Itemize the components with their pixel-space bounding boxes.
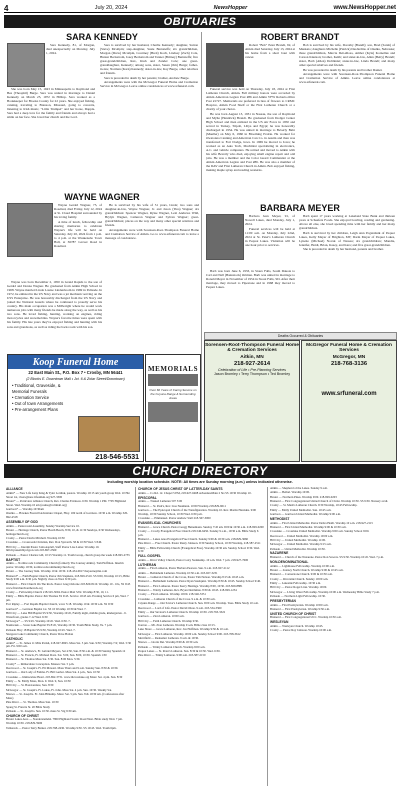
ad-address: McGregor, MN [332, 354, 366, 360]
obit-paragraph: Barb was born June 6, 1933, in Sioux Falls, South Dakota to Carl and Nell (Bannstock) Ortman. Barb was united in marriage to Ronald Meyer in November of 1954 in Sioux Falls, SD. After their marriage, they moved to Pipestone and in 1968 they moved to Pequot Lakes. [206, 269, 295, 290]
church-listing: Aitkin — Shepherd of the Lakes. Sunday 9 a.m. [270, 487, 328, 490]
obit-photo [7, 43, 45, 87]
obit-photo [206, 214, 244, 260]
church-listing: Nashwauk — Swan Lake Baptist SS 8:45, Worship 10:30. Youth Bible Study, Tu. 7 p.m. [6, 623, 113, 628]
denomination-heading: PRESBYTERIAN [270, 598, 296, 603]
obit-paragraph: Arrangements were with the McGregor Funeral Home and Cremation Service in McGregor. Leave online condolences at www.srfuneral.com. [100, 80, 198, 89]
ad-phone: 218-768-3136 [330, 360, 368, 367]
funeral-home-photo [78, 416, 140, 452]
obit-paragraph: Arrangements were with Sorensen-Root-Thompson Funeral Home and Cremation Service of Aitkin. Go to www.srfuneral.com to leave a message of condolence. [105, 227, 199, 240]
church-listing: Brainerd — Church of the Nazarene. Pastor Ron Sowers. SS 9:30. Worship 10:45. Wed. 7 p.m. [270, 555, 384, 560]
church-listing: Nisswa — St. Joseph's. Fr. John Hilkamp. Mass: Sat. 5 pm. Sun. 8 & 10:30 am. (Confessions after Mass) [6, 692, 125, 700]
church-listing: Brainerd — First United Methodist. Worship 9:00 & 10:30 a.m. [270, 524, 347, 529]
church-listing: Baxter — The Journey 9am. Worship 10 & 10:30. 218-454-0617 thejourneymn.com [6, 569, 108, 574]
obit-paragraph: Barb spent 17 years working at Lakeland State Bank and thirteen years at Schaefers Foods. She enjoyed bowling, reading and gardening. Above all else, she loved spending time with her family and her many grandchildren. [299, 214, 395, 231]
church-listing: Pine River — Free Church. Pastor Rusty Johnson. 9:30 Sunday School, 10:30 Worship, 218-587-2511 [138, 541, 261, 546]
ad-service-item: • Pre-arrangement Plans [12, 407, 58, 412]
church-listing: Palisade Hwy 18 Baptist SS 9:30, Worship 10:45. Wed. 7. [6, 627, 76, 632]
obit-paragraph: Robert "Bob" Peter Brandt, 92, of Aitkin died Saturday, July 13, 2024 at his home from a short bout with cancer. [245, 43, 295, 60]
denomination-heading: BAPTIST [6, 557, 21, 562]
church-listing: Brainerd — First Congregational United Church of Christ. Worship 10:30. SS 9:30. Nursery avail. [270, 499, 389, 504]
obit-paragraph: He was preceded in death by his parents and brother Daniel. [303, 67, 383, 72]
church-listing: Baxter Lakes Area — Nonderstemdal. 7800 Highland Scenic Road West. Bible study Wed. 7 pm. Worship 10:30. 218-829-5906 [6, 717, 123, 726]
obit-text [105, 203, 199, 350]
church-listing: Garrison* — Worship 10:30am [6, 506, 44, 511]
church-directory-title: CHURCH DIRECTORY [132, 464, 268, 478]
obit-paragraph: A time of lunch, fellowship and sharing memories to celebrate Wayne's life will be held on Saturday, July 20, 2024 from 1 p.m. to 4 p.m. at the Waukenabo Town Hall, at 36787 Grover Road in Rosebud. [54, 219, 102, 248]
church-listing: Deerwood — Lord of Life. Pastor David Olson. 9 a.m. 218-534-3360 [138, 605, 222, 610]
church-listing: Pine River — Trinity Lutheran. 9:00 a.m. 218-587-2150 [138, 653, 206, 658]
obit-paragraph: She is preceded in death by her husband, parents and brother. [303, 247, 384, 252]
memorials-ad [145, 354, 201, 462]
obit-paragraph: Barbara Jean Meyer, 91, of Nowell Lakes, died Monday, July 1, 2024. [245, 214, 295, 227]
church-listing: Brainerd — Cornerstone Church. 9:00 & 10:30 a.m. [270, 572, 333, 577]
denomination-heading: CHURCH OF CHRIST [6, 713, 39, 718]
denomination-heading: LUTHERAN [138, 562, 157, 567]
denomination-heading: NAZARENE [270, 551, 289, 556]
obit-paragraph: Sara is survived by her husband, Charlie Kennedy; daughter, Sutton (Steve) McAlpin; step-daughter, Susie Bernsteffs; six grandchildren, Morgan (Drew) McAlpin, Courtney (Brett) Koch, Lindsey (Zach) Cole, Hunter Beckstrom, Josey Beckstrom and Tanner (Britney) Bernsteffs; five great-grandchildren, Rex, Kiah and Zander Cole; one great-granddaughter, Kennedy; among sons, sister, Susan (Jim) Burge; father-in-law, Norman (Karn) Kennedy; sister-in-law, Kay Burge, other relatives and friends. [100, 43, 198, 76]
church-listing: Emily — St. Emily Mass, Mon. 9. Wed. 9, Sun. 10:30 [6, 679, 71, 684]
church-listing: Aitkin — First Presbyterian. Worship 10:00 a.m. [270, 602, 329, 607]
church-listing: Aitkin — Lighthouse Fellowship. Worship 10:00 a.m. [270, 563, 335, 568]
church-listing: Brainerd — St. Paul's, Rev. Lisa Neumann. 10:00 Worship 218-829-6011 [138, 503, 227, 508]
church-listing: Garrison — The Episcopal Church of the Transfiguration. Worship 10. Rev. Martin Hawkins. 9:00 Worship, 10:30 Sunday School, 10:30 Wed. 6:30 p.m. [138, 507, 257, 516]
church-listing: Brainerd — St. Thomas Mass Sat. 5:30. Sun. 8:00 Mon. 5:30. [6, 657, 81, 662]
obit-text [206, 87, 295, 199]
church-listing: Palisade — St. Joseph's. Sun. 10:30. mass St. Vig 9:30 am. [6, 708, 77, 713]
church-listing: Pine River — St. Thomas. Mass Sun. 10:30 [6, 700, 59, 705]
church-listing: Hill City — Lake Hill Baptist SS 9:30, Worship 10:45, Family night, middle grade, kindergarten - 6. Waterfront, grades 7-12 Wed. 6:30 [6, 611, 127, 619]
church-listing: Spang St. Francis St. 20 Bible Study [6, 704, 50, 709]
ad-subline: (2 Blocks E. Downtown Mall • Jct. 6 & Zolar Street/Downtown) [26, 377, 125, 381]
church-listing: Brainerd — First Presbyterian. Worship 9:30 a.m. [270, 606, 330, 611]
section-title: OBITUARIES [163, 15, 237, 28]
mcgregor-ad [301, 340, 397, 462]
headstone-image [148, 374, 198, 386]
church-listing: Baxter — Lutheran Church of the Cross, Pastor Tim Nelson. Worship 8:15 & 10:45 a.m. [138, 575, 245, 580]
church-listing: Aitkin — River Valley Church, Pastor Larry Steinkamp. 10 a.m. Wed. 7 p.m. 218-927-7600 [138, 557, 249, 562]
obit-name: WAYNE WAGNER [64, 192, 140, 202]
church-listing: Brainerd — First Church On The Rock. Pastor Greg Osborne 218-829-8110. Worship 10 - 10a, SS 9:45 www.firstchurchontherock.org [6, 581, 131, 590]
church-listing: Crosslake — Immaculate Heart. 218-692-3731. www.ihcrosslake.org Mass: Sat. 4 pm. Sun. 8:30 [6, 674, 123, 679]
church-listing: Aitkin — First Lutheran, Pastor Barbara Pearson. Sun. 9 a.m. 218-927-2112 [138, 566, 230, 571]
obit-paragraph: Funeral service was held on Thursday, July 18, 2024 at First Lutheran Church, Aitkin. Full military honors were accorded by Aitkin American Legion Post #86 and Aitkin VFW Roberts-Olive Post #1727. Memorials are preferred in lieu of flowers to CRMC Hospice, Aitkin Food Shelf or the First Lutheran Church or a charity of your choice. [206, 87, 295, 112]
denomination-heading: EVANGELICAL CHURCHES [138, 520, 181, 525]
church-listing: Tamarack — Pastor Terry Barker. 218-768-2430. Worship 9:30. SS 10:45. Wed. Youth 6pm. [6, 725, 117, 730]
ad-website[interactable]: www.srfuneral.com [321, 390, 377, 397]
headstone-image [148, 402, 198, 422]
church-listing: Emily — Bible Baptist. Pastor Jim Thomas SS 9:45. Service 10:45 am. Evening Service 6 pm, Wed. 7 pm. [6, 594, 129, 602]
church-listing: Crosby — St. Mark's Lutheran Church. 9:30 Worship, 10:45 Fellowship. [270, 503, 358, 508]
church-listing: Brainerd — Grace Church. Pastor Gregg Heinemann. Sunday 7:45 am. 9:00 & 10:30 a.m. 218-829-0200 [138, 524, 264, 529]
church-listing: Aitkin — Pentecostal Assembly, Sunday Worship Service 10. [6, 523, 80, 528]
church-listing: Crosby — First Lutheran. Worship 10:00. 218-546-5351 [138, 592, 206, 597]
church-column [138, 487, 264, 786]
obit-paragraph: Bob is survived by his wife, Dorothy (Bazell); son, Brad (Sarah) of Mankato; daughters Michelle (Patrick) DesJardins of Onalka, Nebraska; three grandchildren, Marcie DeLaRosa, Amber (Kyle) Kornelius and Carson Knutson; brother, Keith; and sister-in-law, Allen (Betty) Brandt; sister, Barb (Allen) Doblinski; sister-in-law, Linda Brandt; and many other special relatives and friends. [299, 43, 395, 68]
koop-funeral-ad [7, 354, 144, 462]
church-listing: Crosby — Crosby Evangelical Free Church 218-546-6450. Sunday 9 a.m., 10:30 a.m. Bible Study 6 p.m. [138, 528, 259, 537]
church-listing: McGregor* — SS 9:45. Worship 10:45. Wed. 6:30. 7. [6, 619, 71, 624]
church-listing: Brainerd — St. Francis, Fr. Michael Dorn. Sat. 5:00, Sun. 8:00, 10:30. Spanish 1:30 [6, 653, 107, 658]
church-listing: Garrison — Our Lady of Fatima. Fr. Bill Gerber. Mass Sat. 4 p.m., Sun. 10:30 [6, 670, 100, 675]
church-listing: Brainerd — Trinity Lutheran. Rev. Bryan Deichman. 8:30 & 10:45. 218-829-1234 [138, 588, 237, 593]
obit-paragraph: He was born August 13, 1931 in Nassau, the son of Raymond and Mylie (Hendrick) Brandt. He graduated from Dodger Center High School and then enlisted in the US Air Force in 1950 and served in Turkey, Tripoli, Libya and Egypt; he was honorably discharged in 1954. He was united in marriage to Beverly Bahr (Mueller) on May 6, 1960 in Blooming Prairie. He worked for Owatonna Canning and American Can Co. in Austin and then was transferred to Fort Dodge, Iowa. In 1969 he moved to Iowa; he worked as an Auto Tech, Machinist specializing in electronics, A.C. and vehicle computers. He retired and moved to Aitkin with his wife Beverly who died, enjoying small engine repair and odd jobs. He was a member and the Color Guard Commander at the Aitkin American Legion and Post #86. He was also a member of the DAV and First Lutheran Church in Aitkin. Bob enjoyed fishing, making maple syrup and reading westerns. [206, 111, 295, 173]
church-listing: Deerwood — United Methodist. Worship 10:00 a.m. [270, 533, 334, 538]
church-listing: Aitkin — First United Methodist. Pastor Debra Heidt. Worship 10 a.m. 218-927-2115 [270, 520, 373, 525]
ad-phone: 218-927-2614 [233, 360, 271, 367]
ad-business-name: Sorensen-Root-Thompson Funeral Home & Cremation Services [205, 343, 299, 354]
church-listing: Hill City — Faith Lutheran Church. Worship 9:30. [138, 618, 199, 623]
obit-paragraph: Wayne Gerald Wagner, 75, of Rosebud, died Friday, July 12, 2024 at St. Cloud Hospital surrounded by his loving family. [54, 203, 102, 220]
church-listing: Baxter* — Pointview Alliance Church, Rev. Charles Erickson. 6:30. Worship 1 PM. 7795 Highland Street. Wed. Worship 10 am (noshe@voltmail.org) [6, 498, 126, 507]
obit-paragraph: He is survived by his wife of 51 years, Linda; two sons and daughter-in-law, Wayne Wagner, Jr. and Jason (Tina) Wagner; six grandchildren: Spencer Wagner, Rylee Wagner, Lexi Andrews Wild, Brylyn Wagner, Cameron Wagner and Sylvan Wagner; great-grandchildren; places on the way and many other special relatives and friends. [105, 203, 199, 228]
ad-business-name: McGregor Funeral Home & Cremation Services [306, 343, 392, 354]
issue-date: July 20, 2024 [94, 5, 128, 11]
church-listing: Brainerd — St. Andrew's, Fr. Gabriel Meyers, Sat 4:30, Sun. 8:30 a.m. & 10:30 Sunday Spanish 12 [6, 648, 126, 653]
obit-text [7, 280, 102, 350]
page-header [4, 4, 396, 13]
church-listing: Aitkin* — St. James 11 Mile Parish, 218-927-6845. Mass Sat. 5 pm. Sun. 9:30; Worship 7-9; Wed. 5:30 pm. Fri. 9:00 a.m. [6, 640, 131, 649]
denomination-heading: CATHOLIC [6, 636, 23, 641]
ad-service-item: • Cremation Service [12, 395, 50, 400]
church-listing: Garrison — Garrison United Methodist. Worship 9:00 a.m. [270, 512, 341, 517]
church-listing: Ironton — Mt. Zion Lutheran. Worship 9 a.m. Bible class 10:15. [138, 622, 216, 627]
church-listing: Lake Shore — Grace Lutheran, Rev. Jon Hoffman. Worship 9:30 & 10 a.m. [138, 627, 229, 632]
church-listing: Crosslake — Crosslake United Methodist. Worship 9:00 a.m. Sunday School 9:00. [270, 529, 370, 534]
church-listing: Emily — Bible Fellowship Church (Evangelical Free). Worship 10:30 am. Sunday School 9:30. Wed. 6:30 [138, 545, 260, 554]
church-listing: McGregor — United Methodist. Worship 9:15 a.m. [270, 542, 332, 547]
church-listing: Emily — Emily United Methodist. Sun. 10:45 a.m. [270, 507, 332, 512]
obit-paragraph: Funeral services will be held at 11:00 a.m. on Monday, July 22nd, 2024 at St. Peter's Lutheran Church in Pequot Lakes. Visitation will be one hour prior to services. [245, 226, 295, 247]
church-listing: Brainerd* — Faith Baptist Church, Pastor Jim Stephens, 218-829-2510. SS 9:00, Worship 10:15, Bible Study 9:00 a.m. 6:30 p.m. Nightly class on Wed. 6:30 p.m. [6, 573, 130, 582]
denomination-heading: UNITED CHURCH OF CHRIST [270, 611, 317, 616]
ad-service-item: • Out of town Arrangements [12, 401, 64, 406]
church-listing: Crosslake — Emmanuel. Pastor Andrew Stall 218-567-3000 [138, 516, 211, 521]
church-listing: Baxter — Northern Pines. Worship 9:00. 218-829-0203 [270, 494, 337, 499]
section-banner [4, 15, 396, 28]
church-listing: Baxter — Heritage Church, Pastor Heath Beach, 8:30, 10, & 11:30 Sundays, 6:30 Wednesdays, heritagechurch.org [6, 527, 121, 536]
obit-text [245, 43, 295, 85]
obit-name: BARBARA MEYER [260, 203, 340, 213]
ad-slogan: Celebration of Life • Pre-Planning Services [218, 367, 286, 372]
page-number: 4 [4, 3, 9, 13]
obit-paragraph: She was born May 15, 1943 in Minneapolis to Raymond and Bea (Theophil) Burge. Sara was united in marriage to Daniel Kennedy on March 25, 1972 in Hilltop. Sara worked as a Bookkeeper for Brooks County for 22 years. She enjoyed fishing, canning, traveling to Branson, Missouri, going to concerts, listening to Irish music, "Little Trumpet" and her horse, Dapple. Sara had a deep love for the family and friends and always had a smile on her face. She loved her church and the Lord. [7, 87, 95, 120]
church-column [270, 487, 395, 786]
obit-text [299, 43, 395, 199]
denomination-heading: METHODIST [270, 516, 290, 521]
church-listing: Hill City — United Methodist. Worship 11:00. [270, 537, 326, 542]
church-listing: Palisade — Trinity Lutheran Church. Worship 9:00 a.m. [138, 644, 206, 649]
column-divider [201, 32, 202, 460]
ad-service-item: • Traditional, Graveside, & Memorial Funerals [12, 383, 61, 394]
obit-name: SARA KENNEDY [66, 32, 138, 42]
memorials-logo: MEMORIALS [147, 365, 199, 373]
sorensen-ad [204, 340, 300, 462]
denomination-heading: ASSEMBLY OF GOD [6, 519, 38, 524]
church-directory-banner [4, 464, 396, 478]
church-listing: Aitkin — Co Rd. 12. Chapel 5 PM, 218-927-6468 AdventureMain 2 Sts SS 10:30 Worship 10. [138, 490, 252, 495]
church-listing: Crosby — Pastor Devin Mitchell. Worship 10:30 [6, 535, 65, 540]
denomination-heading: CHURCH OF JESUS CHRIST OF LATTER-DAY SAINTS [138, 487, 223, 491]
church-listing: Aitkin — Bethlehem Lutheran. Worship 10:30 a.m. 218-927-3231 [138, 570, 218, 575]
church-listing: Palisade — United Methodist. Worship 10:30. [270, 546, 326, 551]
church-listing: Merrifield — Redeemer Lutheran. 9 a.m. & 10:30. [138, 635, 199, 640]
church-listing: Crosslake — Lutheran Church of the Cross. 9 a.m. & 10:30 a.m. [138, 596, 216, 601]
church-listing: Brainerd — Bethlehem Lutheran. Pastor Ryan Sandquist. Worship 8:30 & 10:45. Sunday School 9:40. [138, 579, 261, 584]
readers-bar: Deaths Occurred & Obituaries [204, 332, 397, 340]
website-link[interactable]: www.NewsHopper.net [333, 5, 396, 11]
column-divider [267, 487, 268, 786]
obit-paragraph: Barb is survived by her children, Leigh Ann Pogatshnik of Pequot Lakes, Kelly Meyer of Brighton, MT; Darin Meyer of Pequot Lakes, Lynette (Michael) Novak of Nassau; six grandchildren; Mandie, Jennifer, Heidi, Brian, Kasey, and Kara; and five great-grandchildren. [299, 230, 395, 247]
church-listing: Palisade — Pastor Charles Gill, 10:15 Worship 11. Youth Group, church group the week 218-845-2735 [6, 552, 130, 557]
church-listing: Hill City — Interim Pastor John Asplell, Staff Pastor Lise Lutter. Worship 10. hillcityassemblyofgod.com 218-697-2569 [6, 544, 100, 553]
obit-text [7, 87, 95, 187]
ad-business-name: Koop Funeral Home [8, 355, 143, 369]
denomination-heading: ALLIANCE [6, 487, 23, 491]
church-listing: Emily — Lakeside Fellowship. 10:30 a.m. [270, 581, 321, 585]
column-divider [135, 487, 136, 786]
church-listing: Hill City — St. Bonaventure, Sun. 8:30 [6, 683, 54, 688]
church-listing: Garrison — Zion Lutheran. 10:00 a.m. [138, 614, 185, 619]
church-listing: Crosslake — Crossroads Christian, Rev. Don Sysverth. 5P & 10:30 Wed. 5 P.M. [6, 540, 103, 545]
ad-services-list [8, 382, 78, 414]
obit-paragraph: Wayne was born December 2, 1950 in Grand Rapids to the son of Gerald and Donna Wagner. He graduated from Aitkin High School in 1968. Wayne married Linda Louise Lindenboom in 1969 in Palisade. In 1972, he enlisted in the US Navy and was a jet mechanic serving on the USS Enterprise. He was honorably discharged from the US Navy and joined the National Guards where he continued to proudly serve his country. His main occupation was a Millwright where he would work numerous jobs with many friends he made along the way, as well as his two sons. He loved fishing, hunting, working on engines, riding motorcycles and snowmobiles. Wayne's favorite times were spent with his family. His late years they've enjoyed fishing and hunting with his sons and grandsons, as well as riding the back roads with his son. [7, 280, 102, 329]
church-listing: Crosby* — Immaculate Conception. Masses: Sat. 5 p.m. [6, 661, 75, 666]
church-listing: Emily — Our Saviour's Lutheran Church. Worship 10:30. 218-763-3322 [138, 609, 226, 614]
church-listing: Crosby — Fellowship Church 218-545-3004. Pastor Matt 5/02. Worship 8:30, 10, 11. [6, 589, 109, 594]
ad-phone: 218-546-5531 [95, 454, 139, 461]
obit-text [100, 43, 198, 187]
church-listing: Fort Ripley — Fort Rapids Baptist Church, www 5:18. Worship 10 & 10:30 a.m. SS 9:30 [6, 602, 114, 607]
church-listing: Aitkin* — New Life Luny King & Tyler Lotdink, pastors. Worship 10:15 am youth group Wed. 10 Hst Street 1st, rivers@new-lifeaitkin.org 927-3300 [6, 490, 130, 499]
obit-photo [206, 43, 244, 87]
newspaper-page [4, 4, 396, 788]
church-listing: Sturgeon Lake Community Church, Pastor Dave Holtan [6, 632, 74, 637]
church-listing: Nisswa — Gloria Dei. Worship 8:00 & 10:30 a.m. [138, 640, 199, 645]
church-listing: Brainerd — First Lutheran. Pastor Kerry Hastings. Worship 8:00, 10:30. 218-829-8881 [138, 583, 243, 588]
denomination-heading: FULL GOSPEL [138, 554, 162, 559]
denomination-heading: WESLEYAN [270, 620, 289, 625]
ad-address: Aitkin, MN [240, 354, 264, 360]
church-listing: Cuyuna Range — Our Savior's Lutheran Church. Sun. 9:00 a.m. Worship. Tues. Bible Study 10 a.m. [138, 601, 259, 606]
church-listing: Pequot Lakes — St. Peter's Lutheran. Sun. 8:30 & 10:30. Wed. 6:30. [138, 648, 221, 653]
obit-paragraph: Sara Kennedy, 81, of Morgan, died unexpectedly on Monday, July 1, 2024. [46, 43, 95, 56]
obit-text [206, 269, 295, 329]
church-listing: Crosby — Pastor Ray Johnson. Worship 10:00 a.m. [270, 628, 332, 633]
church-listing: Crosby — Riverside Church. Sunday 10:00 a.m. [270, 576, 329, 581]
church-listing: Garrison* — Garrison Baptist 1st. SS 10 Worship 10:30 & Wed. 7. [6, 606, 87, 611]
church-listing: Baxter — Journey North Church. Worship 9:00 & 10:45 a.m. [270, 567, 344, 572]
denomination-heading: EPISCOPAL [138, 495, 157, 500]
obit-text [54, 203, 102, 279]
church-listing: McGregor — First Lutheran. Worship 10:00 a.m. Sunday School 9:00. 218-768-3612 [138, 631, 241, 636]
church-listing: Aitkin — Wesleyan Church. Worship 10:45. [270, 623, 324, 628]
ad-address: 22 East Main St., P.O. Box 7 • Crosby, MN 56441 [28, 370, 123, 375]
ad-staff: Jason Bromley • Terry Thompson • Ted Bromley [213, 371, 291, 376]
church-listing: Aitkin — Bethel. Worship 10:00. [270, 490, 310, 495]
church-listing: Brainerd — First Congregational UCC. Worship 10:30 a.m. [270, 615, 342, 620]
memorials-tagline: Over 60 Years of Caring Service on the Cuyuna Range & Surrounding Areas [149, 388, 197, 400]
church-listing: McGregor — St. Joseph's. Fr. Lukas, Fr. John. Mass Sat. 4 p.m. Sun. 10:30. Weekly Sat. [6, 687, 112, 692]
church-directory-note: Including worship location schedule. NOTE: All times are Sunday morning (a.m.) unless indicated otherwise. [107, 480, 293, 484]
obit-text [46, 43, 95, 85]
obit-paragraph: Sara is preceded in death by her parents; brother, Andrew Burge. [104, 75, 190, 80]
church-listing: Aitkin — Northwoods Community Church (formerly The Journey Aitkin). Tom Hoffman. Interim pastor. Worship 10:30, northwoodscommunitychurch.org [6, 561, 124, 569]
denomination-heading: NON-DENOMINATIONAL [270, 559, 309, 564]
church-listing: Palisade — Northern Light Fellowship. 10:30. [270, 594, 326, 599]
church-listing: Hill City — Pastor Roger Linn. Worship 10:00. [270, 585, 327, 590]
church-listing: Onalka — Hawkes Freewill Adventure Chapel, Hwy. 169 north of Garrison. 10:30 a.m. Worship 320-692-4318 [6, 511, 129, 520]
obit-paragraph: Arrangements were with Sorensen-Root-Thompson Funeral Home and Cremation Service of Aitkin. Leave online condolences at www.srfuneral.com. [299, 72, 395, 85]
church-column [6, 487, 132, 786]
masthead-logo: NewsHopper [213, 5, 248, 11]
church-listing: Aitkin — Trusted Lutheran 507 5:00 [138, 499, 183, 504]
church-listing: Deerwood — St. Joseph's. Fr. Eli Mawari. Mass Thurs and 9 a.m. Sunday Sun. 8:30 & 10:30. [6, 666, 119, 671]
obit-photo [7, 203, 53, 257]
obit-text [245, 214, 295, 268]
obit-name: ROBERT BRANDT [260, 32, 340, 42]
church-listing: Brainerd — Lakes Area Evangelical Free Church. Sunday 9:00 & 10:30 a.m. 218-829-3660 [138, 536, 249, 541]
obit-text [299, 214, 395, 329]
church-listing: McGregor — Living Water Fellowship. Worship 10:00 a.m. Wednesday Bible Study 7 p.m. [270, 589, 380, 594]
